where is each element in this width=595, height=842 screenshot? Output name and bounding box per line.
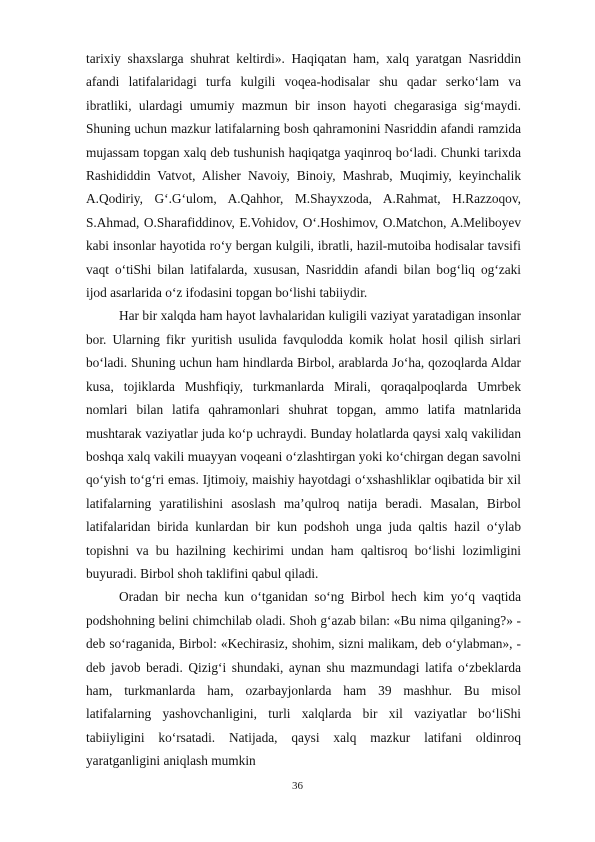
paragraph-2: Har bir xalqda ham hayot lavhalaridan kuligili vaziyat yaratadigan insonlar bor. Ularning fikr yuritish usulida favqulodda komik holat hosil qilish sirlari bo‘ladi. Shuning uchun ham hindlarda Birbol, arablarda Jo‘ha, qozoqlarda Aldar kusa, tojiklarda Mushfiqiy, turkmanlarda Mirali, qoraqalpoqlarda Umrbek nomlari bilan latifa qahramonlari shuhrat topgan, ammo latifa matnlarida mushtarak vaziyatlar juda ko‘p uchraydi. Bunday holatlarda qaysi xalq vakilidan boshqa xalq vakili muayyan voqeani o‘zlashtirgan yoki ko‘chirgan degan savolni qo‘yish to‘g‘ri emas. Ijtimoiy, maishiy hayotdagi o‘xshashliklar oqibatida bir xil latifalarning yaratilishini asoslash ma’qulroq natija beradi. Masalan, Birbol latifalaridan birida kunlardan bir kun podshoh unga juda qaltis hazil o‘ylab topishni va bu hazilning kechirimi undan ham qaltisroq bo‘lishi lozimligini buyuradi. Birbol shoh taklifini qabul qiladi. bbox=[86, 308, 521, 581]
paragraph-3: Oradan bir necha kun o‘tganidan so‘ng Birbol hech kim yo‘q vaqtida podshohning belini chimchilab oladi. Shoh g‘azab bilan: «Bu nima qilganing?» - deb so‘raganida, Birbol: «Kechirasiz, shohim, sizni malikam, deb o‘ylabman», - deb javob beradi. Qizig‘i shundaki, aynan shu mazmundagi latifa o‘zbeklarda ham, turkmanlarda ham, ozarbayjonlarda ham 39 mashhur. Bu misol latifalarning yashovchanligini, turli xalqlarda bir xil vaziyatlar bo‘liShi tabiiyligini ko‘rsatadi. Natijada, qaysi xalq mazkur latifani oldinroq yaratganligini aniqlash mumkin bbox=[86, 589, 521, 769]
paragraph-1: tarixiy shaxslarga shuhrat keltirdi». Haqiqatan ham, xalq yaratgan Nasriddin afandi latifalaridagi turfa kulgili voqea-hodisalar shu qadar serko‘lam va ibratliki, ulardagi umumiy mazmun bir inson hayoti chegarasiga sig‘maydi. Shuning uchun mazkur latifalarning bosh qahramonini Nasriddin afandi ramzida mujassam topgan xalq deb tushunish haqiqatga yaqinroq bo‘ladi. Chunki tarixda Rashididdin Vatvot, Alisher Navoiy, Binoiy, Mashrab, Muqimiy, keyinchalik A.Qodiriy, G‘.G‘ulom, A.Qahhor, M.Shayxzoda, A.Rahmat, H.Razzoqov, S.Ahmad, O.Sharafiddinov, E.Vohidov, O‘.Hoshimov, O.Matchon, A.Meliboyev kabi insonlar hayotida ro‘y bergan kulgili, ibratli, hazil-mutoiba hodisalar tavsifi vaqt o‘tiShi bilan latifalarda, xususan, Nasriddin afandi bilan bog‘liq og‘zaki ijod asarlarida o‘z ifodasini topgan bo‘lishi tabiiydir. bbox=[86, 51, 521, 301]
document-page bbox=[86, 47, 521, 773]
page-number: 36 bbox=[292, 780, 303, 792]
